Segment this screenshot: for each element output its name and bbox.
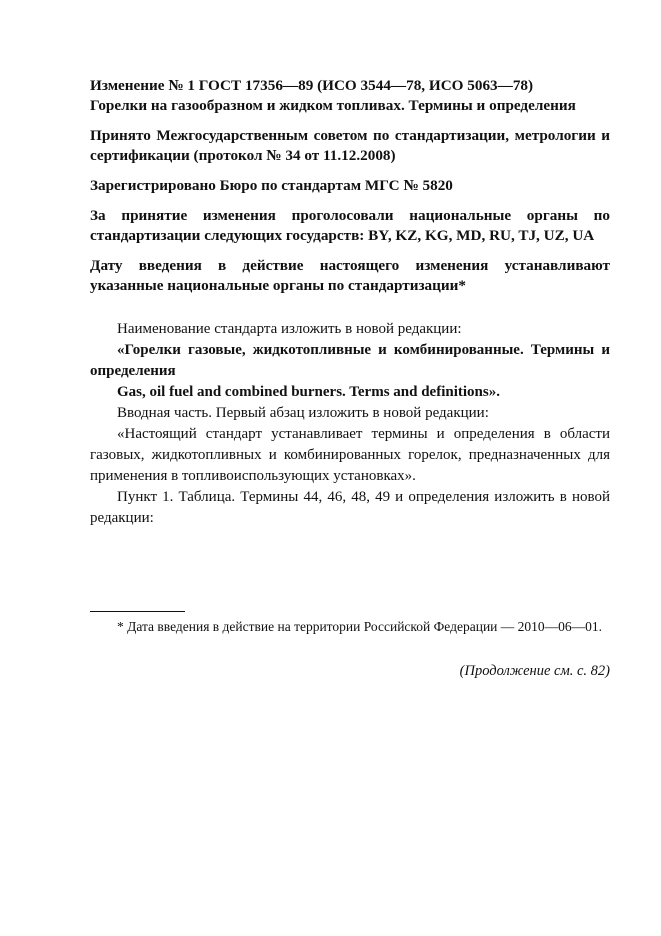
document-page — [90, 76, 610, 529]
paragraph-intro-change: Вводная часть. Первый абзац изложить в новой редакции: — [117, 405, 489, 421]
adopted-statement: Принято Межгосударственным советом по стандартизации, метрологии и сертификации (протокол № 34 от 11.12.2008) — [90, 127, 610, 164]
amendment-title-line2: Горелки на газообразном и жидком топливах. Термины и определения — [90, 97, 576, 114]
continuation-note: (Продолжение см. с. 82) — [459, 663, 610, 679]
effective-date-statement: Дату введения в действие настоящего изменения устанавливают указанные национальные органы по стандартизации* — [90, 257, 610, 294]
voting-statement: За принятие изменения проголосовали национальные органы по стандартизации следующих государств: BY, KZ, KG, MD, RU, TJ, UZ, UA — [90, 207, 610, 244]
amendment-title-line1: Изменение № 1 ГОСТ 17356—89 (ИСО 3544—78, ИСО 5063—78) — [90, 77, 534, 94]
footnote-divider — [90, 611, 185, 612]
standard-title-en: Gas, oil fuel and combined burners. Terms and definitions». — [117, 384, 500, 400]
paragraph-item1-change: Пункт 1. Таблица. Термины 44, 46, 48, 49 и определения изложить в новой редакции: — [90, 489, 610, 526]
paragraph-intro-text: «Настоящий стандарт устанавливает термины и определения в области газовых, жидкотопливных и комбинированных горелок, предназначенных для применения в топливоиспользующих установках». — [90, 426, 610, 484]
footnote: * Дата введения в действие на территории Российской Федерации — 2010—06—01. — [117, 619, 603, 634]
registration-statement: Зарегистрировано Бюро по стандартам МГС № 5820 — [90, 177, 453, 194]
amendment-title — [90, 76, 610, 116]
paragraph-name-change: Наименование стандарта изложить в новой редакции: — [117, 321, 462, 337]
standard-title-ru: «Горелки газовые, жидкотопливные и комбинированные. Термины и определения — [90, 342, 610, 379]
